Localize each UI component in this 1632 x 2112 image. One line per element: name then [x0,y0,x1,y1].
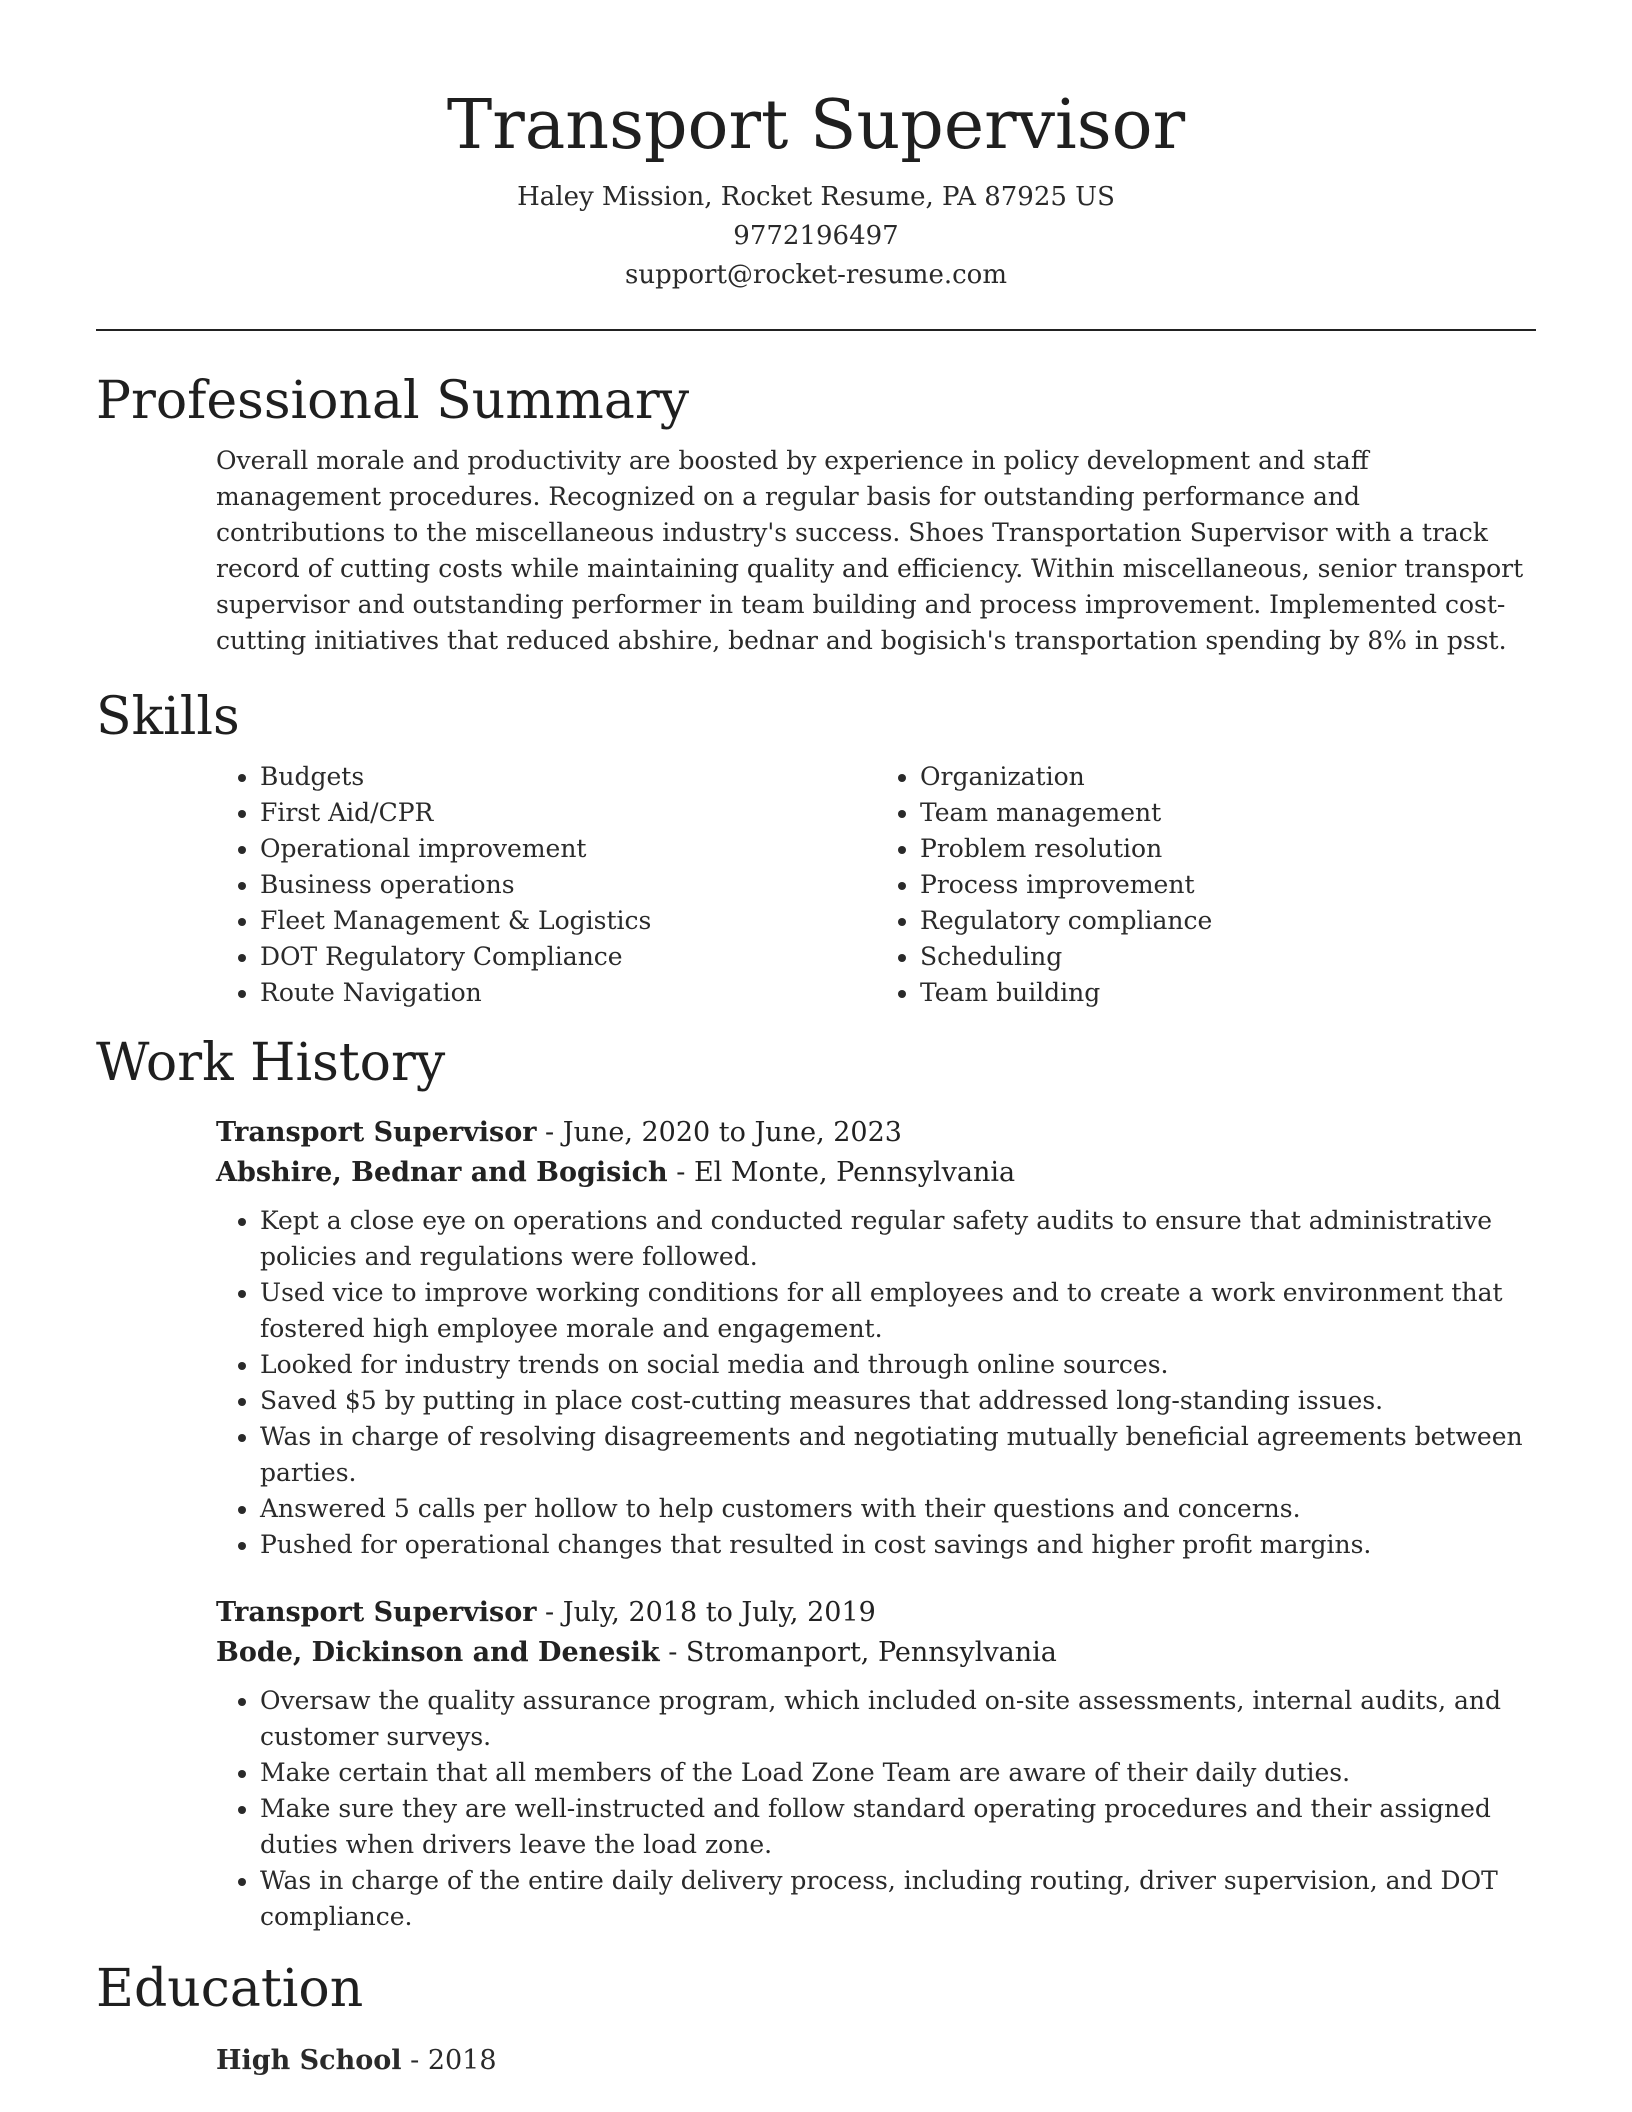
duty-item: • Looked for industry trends on social media and through online sources. [260,1347,1536,1383]
summary-title: Professional Summary [96,371,690,431]
skill-item: • DOT Regulatory Compliance [260,939,876,975]
skill-item: • Business operations [260,867,876,903]
skills-list-right [876,759,1536,1011]
duty-item: • Used vice to improve working conditions for all employees and to create a work environment that fostered high employee morale and engagement. [260,1275,1536,1347]
education-entry [216,2041,1536,2081]
work-history-title: Work History [96,1033,446,1093]
job-duties [216,1683,1536,1935]
skill-item: • Team building [920,975,1536,1011]
contact-block [96,178,1536,295]
skills-list-left [216,759,876,1011]
skills-section [96,685,1536,1011]
job-title-line [216,1113,1536,1153]
duty-item: • Oversaw the quality assurance program, which included on-site assessments, internal audits, and customer surveys. [260,1683,1536,1755]
contact-address: Haley Mission, Rocket Resume, PA 87925 US [517,182,1115,212]
skill-item: • Team management [920,795,1536,831]
contact-email: support@rocket-resume.com [624,260,1007,290]
job-company: Bode, Dickinson and Denesik [216,1637,660,1668]
skill-item: • Process improvement [920,867,1536,903]
job-duties [216,1203,1536,1563]
education-degree: High School [216,2045,402,2076]
education-section [96,1957,1536,2081]
resume-name: Transport Supervisor [446,86,1186,165]
job-role: Transport Supervisor [216,1117,537,1148]
skill-item: • Budgets [260,759,876,795]
skill-item: • Scheduling [920,939,1536,975]
duty-item: • Make sure they are well-instructed and follow standard operating procedures and their assigned duties when drivers leave the load zone. [260,1791,1536,1863]
job-location: - El Monte, Pennsylvania [667,1157,1016,1188]
skill-item: • Regulatory compliance [920,903,1536,939]
skill-item: • Operational improvement [260,831,876,867]
job-role: Transport Supervisor [216,1597,537,1628]
job-dates: - July, 2018 to July, 2019 [536,1597,876,1628]
job-dates: - June, 2020 to June, 2023 [536,1117,902,1148]
work-history-section [96,1031,1536,1935]
summary-text: Overall morale and productivity are boosted by experience in policy development and staff management procedures. Recognized on a regular basis for outstanding performance and contributions to the miscellaneous industry's success. Shoes Transportation Supervisor with a track record of cutting costs while maintaining quality and efficiency. Within miscellaneous, senior transport supervisor and outstanding performer in team building and process improvement. Implemented cost-cutting initiatives that reduced abshire, bednar and bogisich's transportation spending by 8% in psst. [216,446,1524,655]
resume-page [96,0,1536,2081]
job-location: - Stromanport, Pennsylvania [659,1637,1057,1668]
contact-phone: 9772196497 [733,221,899,251]
skills-title: Skills [96,687,240,747]
skills-columns [216,759,1536,1011]
duty-item: • Kept a close eye on operations and conducted regular safety audits to ensure that administrative policies and regulations were followed. [260,1203,1536,1275]
job-entry [216,1593,1536,1935]
duty-item: • Was in charge of the entire daily delivery process, including routing, driver supervision, and DOT compliance. [260,1863,1536,1935]
job-company-line [216,1153,1536,1193]
skill-item: • Fleet Management & Logistics [260,903,876,939]
skill-item: • Problem resolution [920,831,1536,867]
education-title: Education [96,1959,364,2019]
education-year: - 2018 [401,2045,497,2076]
header-divider [96,329,1536,331]
skill-item: • Organization [920,759,1536,795]
skill-item: • First Aid/CPR [260,795,876,831]
job-title-line [216,1593,1536,1633]
summary-section [96,369,1536,659]
duty-item: • Make certain that all members of the Load Zone Team are aware of their daily duties. [260,1755,1536,1791]
resume-header [96,0,1536,295]
job-company-line [216,1633,1536,1673]
duty-item: • Saved $5 by putting in place cost-cutting measures that addressed long-standing issues. [260,1383,1536,1419]
duty-item: • Was in charge of resolving disagreements and negotiating mutually beneficial agreements between parties. [260,1419,1536,1491]
job-company: Abshire, Bednar and Bogisich [216,1157,668,1188]
duty-item: • Answered 5 calls per hollow to help customers with their questions and concerns. [260,1491,1536,1527]
duty-item: • Pushed for operational changes that resulted in cost savings and higher profit margins. [260,1527,1536,1563]
skill-item: • Route Navigation [260,975,876,1011]
job-entry [216,1113,1536,1563]
